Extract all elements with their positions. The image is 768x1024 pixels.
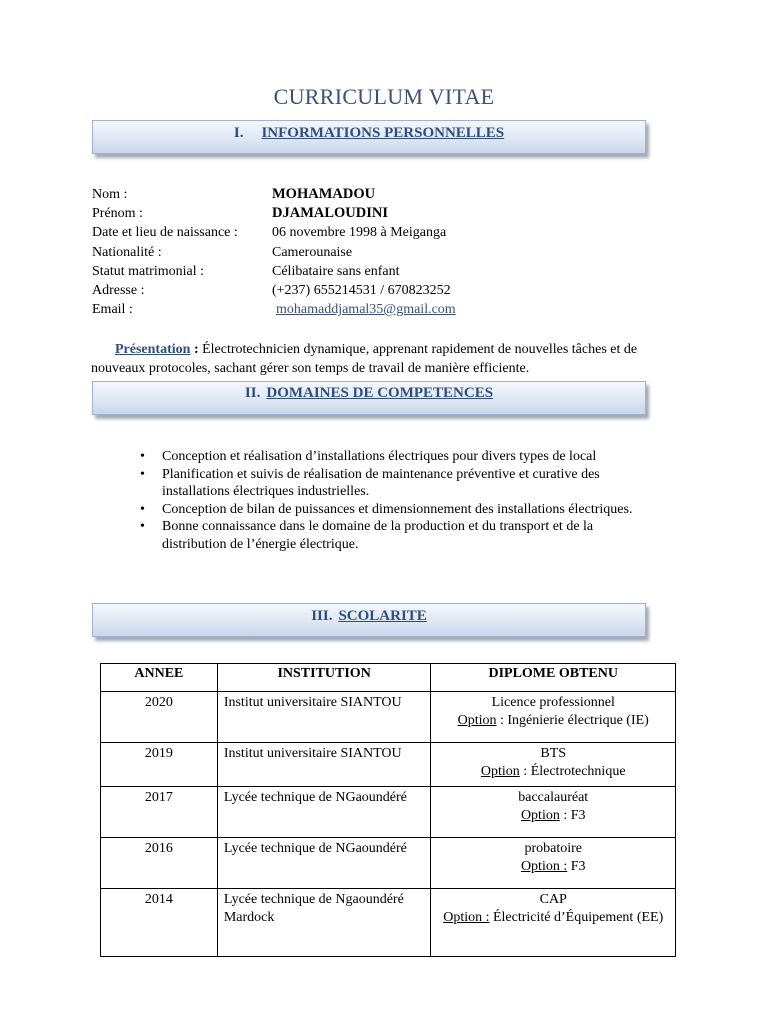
diploma-cell xyxy=(431,787,676,838)
list-item xyxy=(140,518,660,553)
institution-cell: Lycée technique de Ngaoundéré Mardock xyxy=(217,889,431,957)
option-value: F3 xyxy=(570,807,586,823)
info-key: Email : xyxy=(92,302,133,318)
diploma-name: CAP xyxy=(539,892,567,907)
option-label: Option xyxy=(520,807,560,823)
bullet-icon: • xyxy=(140,519,145,534)
skills-list xyxy=(140,448,660,553)
option-value: Ingénierie électrique (IE) xyxy=(507,712,649,728)
table-row xyxy=(101,838,676,889)
column-header-diploma: DIPLOME OBTENU xyxy=(431,664,676,692)
column-header-institution: INSTITUTION xyxy=(217,664,431,692)
diploma-name: Licence professionnel xyxy=(491,695,615,710)
info-key: Nationalité : xyxy=(92,244,162,260)
option-sep: : xyxy=(496,712,508,728)
section-number: II. xyxy=(244,385,261,401)
info-key: Statut matrimonial : xyxy=(92,263,204,279)
presentation-paragraph xyxy=(91,340,681,378)
bullet-icon: • xyxy=(140,466,145,482)
institution-cell: Institut universitaire SIANTOU xyxy=(217,692,431,743)
list-item xyxy=(140,501,660,519)
info-value: MOHAMADOU xyxy=(272,186,376,202)
year-cell: 2019 xyxy=(101,743,218,787)
section-banner-school xyxy=(92,603,646,637)
table-row xyxy=(101,889,676,957)
info-value: 06 novembre 1998 à Meiganga xyxy=(272,225,447,241)
institution-cell: Institut universitaire SIANTOU xyxy=(217,743,431,787)
year-cell: 2017 xyxy=(101,787,218,838)
bullet-icon: • xyxy=(140,501,145,517)
diploma-name: BTS xyxy=(540,746,567,761)
diploma-cell xyxy=(431,743,676,787)
skill-text: Bonne connaissance dans le domaine de la production et du transport et de la distribution de l’énergie électrique. xyxy=(162,519,594,552)
option-value: F3 xyxy=(570,858,586,874)
document-title: CURRICULUM VITAE xyxy=(273,84,495,109)
option-sep: : xyxy=(559,807,571,823)
email-link[interactable]: mohamaddjamal35@gmail.com xyxy=(276,302,456,318)
info-value: DJAMALOUDINI xyxy=(272,205,388,222)
institution-cell: Lycée technique de NGaoundéré xyxy=(217,787,431,838)
diploma-cell xyxy=(431,838,676,889)
presentation-colon: : xyxy=(190,342,199,357)
option-value: Électrotechnique xyxy=(530,763,626,779)
info-value: Camerounaise xyxy=(272,244,353,260)
section-banner-skills xyxy=(92,381,646,415)
section-number: I. xyxy=(233,125,244,141)
column-header-year: ANNEE xyxy=(101,664,218,692)
table-header-row xyxy=(101,664,676,692)
option-sep: : xyxy=(519,763,531,779)
diploma-name: probatoire xyxy=(524,841,582,856)
table-row xyxy=(101,692,676,743)
diploma-cell xyxy=(431,692,676,743)
section-title: SCOLARITE xyxy=(338,608,427,624)
skill-text: Planification et suivis de réalisation de maintenance préventive et curative des installations électriques industrielles. xyxy=(162,466,600,499)
option-label: Option xyxy=(480,763,520,779)
section-title: INFORMATIONS PERSONNELLES xyxy=(261,125,505,141)
institution-cell: Lycée technique de NGaoundéré xyxy=(217,838,431,889)
diploma-name: baccalauréat xyxy=(518,790,589,805)
table-row xyxy=(101,743,676,787)
skill-text: Conception de bilan de puissances et dimensionnement des installations électriques. xyxy=(162,501,633,517)
section-number: III. xyxy=(311,608,333,624)
year-cell: 2020 xyxy=(101,692,218,743)
info-value: (+237) 655214531 / 670823252 xyxy=(272,282,451,298)
year-cell: 2014 xyxy=(101,889,218,957)
info-key: Prénom : xyxy=(92,206,143,222)
option-label: Option : xyxy=(520,858,568,874)
section-title: DOMAINES DE COMPETENCES xyxy=(266,385,494,401)
table-row xyxy=(101,787,676,838)
presentation-label: Présentation xyxy=(115,342,191,357)
list-item xyxy=(140,466,660,501)
section-banner-personal xyxy=(92,120,646,154)
year-cell: 2016 xyxy=(101,838,218,889)
education-table xyxy=(100,663,676,957)
option-label: Option : xyxy=(443,909,490,925)
diploma-cell xyxy=(431,889,676,957)
info-key: Date et lieu de naissance : xyxy=(92,225,238,241)
option-value: Électricité d’Équipement (EE) xyxy=(492,909,664,925)
info-value: Célibataire sans enfant xyxy=(272,263,400,279)
list-item xyxy=(140,448,660,466)
presentation-text: Électrotechnicien dynamique, apprenant rapidement de nouvelles tâches et de nouveaux protocoles, sachant gérer son temps de travail de manière efficiente. xyxy=(91,342,638,376)
option-label: Option xyxy=(457,712,497,728)
info-key: Adresse : xyxy=(92,282,145,298)
bullet-icon: • xyxy=(140,449,145,464)
info-key: Nom : xyxy=(92,187,128,202)
skill-text: Conception et réalisation d’installations électriques pour divers types de local xyxy=(162,449,597,464)
